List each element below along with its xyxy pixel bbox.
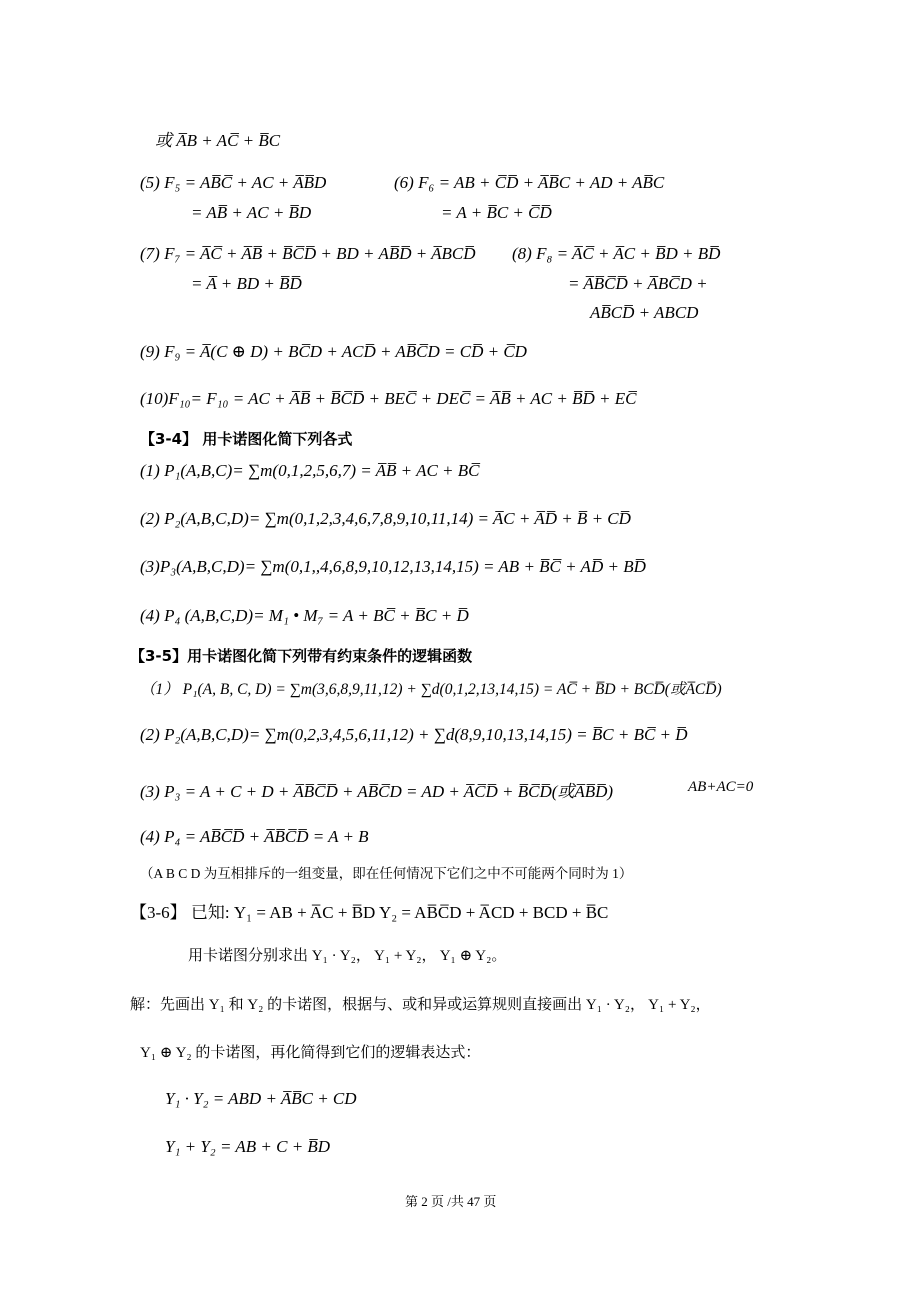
eq-line: = A + B̅C + C̅D̅ [441,203,552,222]
note-line: （A B C D 为互相排斥的一组变量，即在任何情况下它们之中不可能两个同时为 1） [140,866,633,881]
eq-line: = A̅ + BD + B̅D̅ [191,274,302,293]
eq-line: (3)P₃(A,B,C,D)= ∑m(0,1,,4,6,8,9,10,12,13,14,15) = AB + B̅C̅ + AD̅ + BD̅ [140,557,646,576]
constraint-note: AB+AC=0 [688,779,754,795]
eq-line: (4) P₄ (A,B,C,D)= M₁ • M₇ = A + BC̅ + B̅C + D̅ [140,606,469,625]
eq-line: Y₁ · Y₂ = ABD + A̅B̅C + CD [165,1089,357,1108]
eq-line: (6) F₆ = AB + C̅D̅ + A̅B̅C + AD + AB̅C [394,173,665,192]
eq-line: (5) F₅ = AB̅C̅ + AC + A̅B̅D [140,173,327,192]
eq-line: = AB̅ + AC + B̅D [191,203,312,222]
eq-line: AB̅CD̅ + ABCD [590,303,699,322]
page-footer: 第 2 页 /共 47 页 [405,1194,497,1209]
eq-line: (1) P₁(A,B,C)= ∑m(0,1,2,5,6,7) = A̅B̅ + AC + BC̅ [140,461,480,480]
eq-line: (3) P₃ = A + C + D + A̅B̅C̅D̅ + AB̅C̅D = AD + A̅C̅D̅ + B̅C̅D̅(或A̅B̅D̅) [140,782,614,801]
eq-line: 【3-6】 已知: Y₁ = AB + A̅C + B̅D Y₂ = AB̅C̅D + A̅CD + BCD + B̅C [130,903,609,922]
eq-line: (8) F₈ = A̅C̅ + A̅C + B̅D + BD̅ [512,244,721,263]
eq-line: (2) P₂(A,B,C,D)= ∑m(0,2,3,4,5,6,11,12) + ∑d(8,9,10,13,14,15) = B̅C + BC̅ + D̅ [140,725,688,744]
eq-line: (2) P₂(A,B,C,D)= ∑m(0,1,2,3,4,6,7,8,9,10,11,14) = A̅C + A̅D̅ + B̅ + CD̅ [140,509,631,528]
eq-line: (9) F₉ = A̅(C ⊕ D) + BC̅D + ACD̅ + AB̅C̅D = CD̅ + C̅D [140,342,527,361]
eq-line: = A̅B̅C̅D̅ + A̅BC̅D + [568,274,708,293]
eq-line: 或 A̅B + AC̅ + B̅C [155,131,281,150]
text-line: 用卡诺图分别求出 Y₁ · Y₂， Y₁ + Y₂， Y₁ ⊕ Y₂。 [188,948,507,964]
eq-line: (4) P₄ = AB̅C̅D̅ + A̅B̅C̅D̅ = A + B [140,827,369,846]
eq-line: (10)F₁₀= F₁₀ = AC + A̅B̅ + B̅C̅D̅ + BEC̅ + DEC̅ = A̅B̅ + AC + B̅D̅ + EC̅ [140,389,637,408]
eq-line: (7) F₇ = A̅C̅ + A̅B̅ + B̅C̅D̅ + BD + AB̅D̅ + A̅BCD̅ [140,244,476,263]
eq-line: （1） P₁(A, B, C, D) = ∑m(3,6,8,9,11,12) + ∑d(0,1,2,13,14,15) = AC̅ + B̅D + BCD̅(或A̅CD̅) [140,681,722,698]
section-heading: 【3-5】用卡诺图化简下列带有约束条件的逻辑函数 [130,647,473,665]
section-heading: 【3-4】 用卡诺图化简下列各式 [140,430,353,448]
eq-line: Y₁ + Y₂ = AB + C + B̅D [165,1137,331,1156]
text-line: 解：先画出 Y₁ 和 Y₂ 的卡诺图，根据与、或和异或运算规则直接画出 Y₁ · Y₂， Y₁ + Y₂， [130,997,711,1013]
text-line: Y₁ ⊕ Y₂ 的卡诺图，再化简得到它们的逻辑表达式： [140,1045,481,1061]
